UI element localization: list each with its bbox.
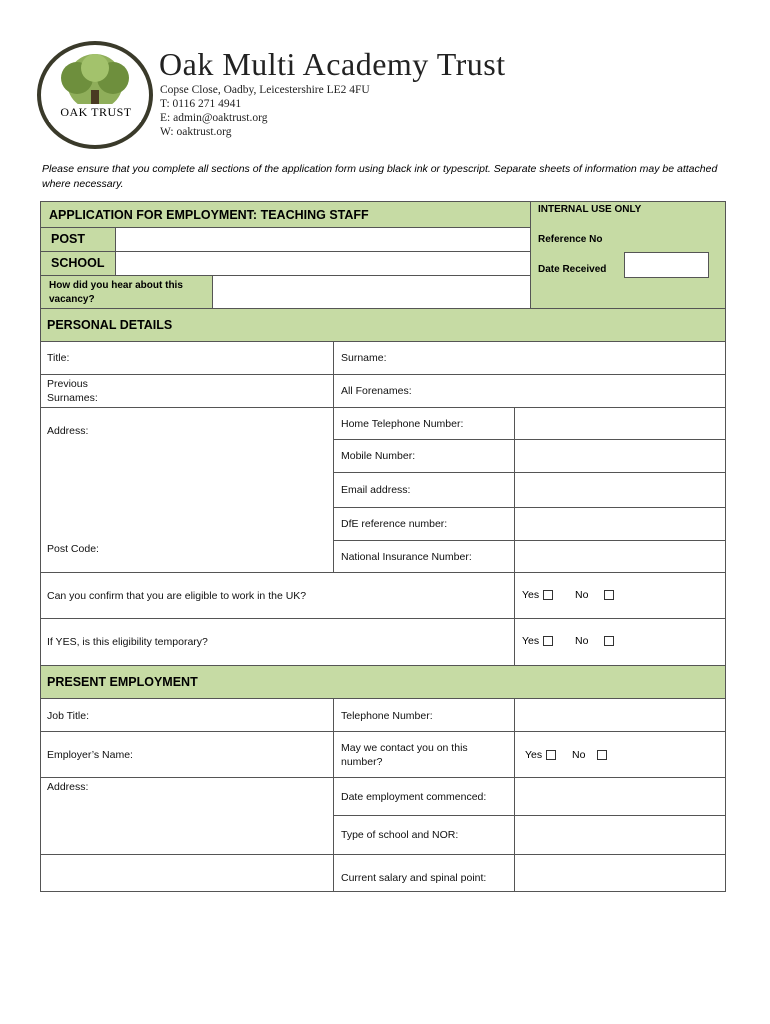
date-received-label: Date Received bbox=[538, 264, 607, 275]
commenced-label: Date employment commenced: bbox=[341, 791, 487, 803]
hear-field[interactable] bbox=[212, 275, 531, 309]
ni-label: National Insurance Number: bbox=[341, 551, 472, 563]
forenames-field[interactable] bbox=[333, 374, 726, 408]
emp-telephone-label-cell bbox=[333, 698, 515, 732]
personal-details-heading: PERSONAL DETAILS bbox=[47, 318, 173, 332]
post-label-cell bbox=[40, 227, 116, 252]
present-employment-heading-cell bbox=[40, 665, 726, 699]
home-tel-label-cell bbox=[333, 407, 515, 440]
postcode-label: Post Code: bbox=[47, 543, 99, 555]
school-type-field[interactable] bbox=[514, 815, 726, 855]
eligible-question: Can you confirm that you are eligible to work in the UK? bbox=[47, 590, 307, 602]
internal-use-label: INTERNAL USE ONLY bbox=[538, 204, 642, 215]
internal-use-cell bbox=[530, 201, 726, 309]
eligible-no-checkbox[interactable] bbox=[604, 590, 614, 600]
contact-question: May we contact you on this number? bbox=[341, 742, 468, 768]
trust-email: E: admin@oaktrust.org bbox=[160, 112, 268, 124]
temporary-yes-label: Yes bbox=[522, 635, 540, 647]
email-label-cell bbox=[333, 472, 515, 508]
temporary-question-cell bbox=[40, 618, 515, 666]
eligible-no-option[interactable] bbox=[575, 589, 614, 601]
contact-yes-label: Yes bbox=[525, 749, 543, 761]
dfe-label-cell bbox=[333, 507, 515, 541]
emp-address-field[interactable] bbox=[40, 777, 334, 855]
salary-field[interactable] bbox=[514, 854, 726, 892]
email-field[interactable] bbox=[514, 472, 726, 508]
trust-telephone: T: 0116 271 4941 bbox=[160, 98, 242, 110]
temporary-question: If YES, is this eligibility temporary? bbox=[47, 636, 208, 648]
contact-yes-checkbox[interactable] bbox=[546, 750, 556, 760]
school-label: SCHOOL bbox=[51, 256, 105, 270]
eligible-no-label: No bbox=[575, 589, 589, 601]
temporary-yes-option[interactable] bbox=[522, 635, 553, 647]
salary-label: Current salary and spinal point: bbox=[341, 872, 487, 884]
contact-yes-option[interactable] bbox=[525, 749, 556, 761]
home-tel-field[interactable] bbox=[514, 407, 726, 440]
surname-label: Surname: bbox=[341, 352, 387, 364]
temporary-no-label: No bbox=[575, 635, 589, 647]
school-field[interactable] bbox=[115, 251, 531, 276]
address-label: Address: bbox=[47, 425, 89, 437]
personal-details-heading-cell bbox=[40, 308, 726, 342]
contact-no-label: No bbox=[572, 749, 586, 761]
emp-telephone-field[interactable] bbox=[514, 698, 726, 732]
ni-label-cell bbox=[333, 540, 515, 573]
logo-text: OAK TRUST bbox=[60, 105, 132, 119]
temporary-no-checkbox[interactable] bbox=[604, 636, 614, 646]
employer-name-label: Employer’s Name: bbox=[47, 749, 133, 761]
post-field[interactable] bbox=[115, 227, 531, 252]
form-title: APPLICATION FOR EMPLOYMENT: TEACHING STAFF bbox=[49, 208, 369, 222]
title-label: Title: bbox=[47, 352, 70, 364]
surname-field[interactable] bbox=[333, 341, 726, 375]
eligible-yes-option[interactable] bbox=[522, 589, 553, 601]
commenced-field[interactable] bbox=[514, 777, 726, 816]
emp-blank-field[interactable] bbox=[40, 854, 334, 892]
mobile-label: Mobile Number: bbox=[341, 450, 416, 462]
school-type-label: Type of school and NOR: bbox=[341, 829, 459, 841]
dfe-field[interactable] bbox=[514, 507, 726, 541]
contact-no-option[interactable] bbox=[572, 749, 607, 761]
emp-address-label: Address: bbox=[47, 781, 89, 793]
eligible-answer-cell bbox=[514, 572, 726, 619]
eligible-question-cell bbox=[40, 572, 515, 619]
ni-field[interactable] bbox=[514, 540, 726, 573]
mobile-field[interactable] bbox=[514, 439, 726, 473]
job-title-field[interactable] bbox=[40, 698, 334, 732]
eligible-yes-label: Yes bbox=[522, 589, 540, 601]
temporary-answer-cell bbox=[514, 618, 726, 666]
dfe-label: DfE reference number: bbox=[341, 518, 448, 530]
present-employment-heading: PRESENT EMPLOYMENT bbox=[47, 675, 198, 689]
forenames-label: All Forenames: bbox=[341, 385, 412, 397]
contact-answer-cell bbox=[514, 731, 726, 778]
school-type-label-cell bbox=[333, 815, 515, 855]
contact-no-checkbox[interactable] bbox=[597, 750, 607, 760]
previous-surnames-field[interactable] bbox=[40, 374, 334, 408]
trust-website: W: oaktrust.org bbox=[160, 126, 232, 138]
commenced-label-cell bbox=[333, 777, 515, 816]
school-label-cell bbox=[40, 251, 116, 276]
previous-surnames-label: Previous Surnames: bbox=[47, 378, 98, 404]
reference-no-label: Reference No bbox=[538, 234, 603, 245]
eligible-yes-checkbox[interactable] bbox=[543, 590, 553, 600]
trust-name: Oak Multi Academy Trust bbox=[159, 46, 506, 82]
post-label: POST bbox=[51, 232, 86, 246]
email-label: Email address: bbox=[341, 484, 411, 496]
temporary-no-option[interactable] bbox=[575, 635, 614, 647]
hear-label-cell bbox=[40, 275, 213, 309]
address-field[interactable] bbox=[40, 407, 334, 573]
job-title-label: Job Title: bbox=[47, 710, 90, 722]
form-title-cell bbox=[40, 201, 531, 228]
emp-telephone-label: Telephone Number: bbox=[341, 710, 433, 722]
letterhead bbox=[33, 40, 689, 150]
mobile-label-cell bbox=[333, 439, 515, 473]
contact-question-cell bbox=[333, 731, 515, 778]
temporary-yes-checkbox[interactable] bbox=[543, 636, 553, 646]
trust-address: Copse Close, Oadby, Leicestershire LE2 4FU bbox=[160, 84, 370, 96]
title-field[interactable] bbox=[40, 341, 334, 375]
date-received-box[interactable] bbox=[624, 252, 709, 278]
oak-tree-logo bbox=[35, 40, 155, 150]
salary-label-cell bbox=[333, 854, 515, 892]
instructions: Please ensure that you complete all sections of the application form using black ink or typescript. Separate sheets of information may be attached where necessary. bbox=[42, 163, 718, 190]
home-tel-label: Home Telephone Number: bbox=[341, 418, 464, 430]
employer-name-field[interactable] bbox=[40, 731, 334, 778]
hear-label: How did you hear about this vacancy? bbox=[49, 280, 183, 305]
